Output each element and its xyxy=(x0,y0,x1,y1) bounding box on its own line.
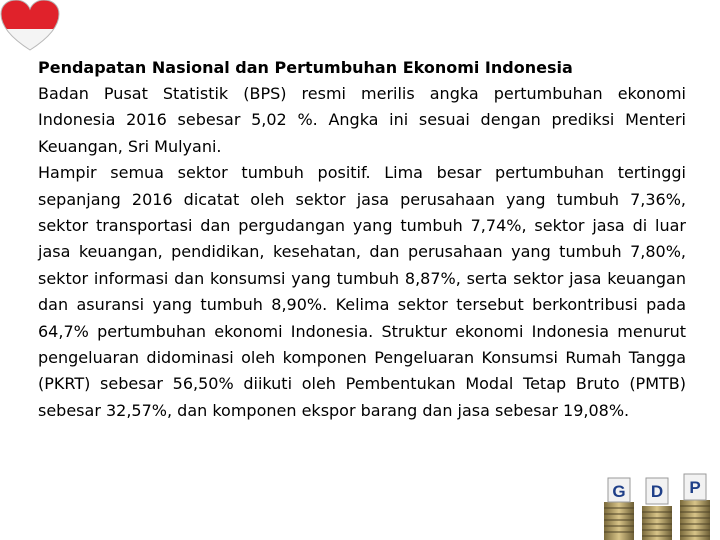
paragraph-bps-release: Badan Pusat Statistik (BPS) resmi merilis angka pertumbuhan ekonomi Indonesia 2016 sebesar 5,02 %. Angka ini sesuai dengan prediksi Menteri Keuangan, Sri Mulyani. xyxy=(38,84,686,156)
gdp-coins-icon xyxy=(598,470,718,540)
gdp-letter-d: D xyxy=(650,482,664,501)
gdp-letter-g: G xyxy=(612,482,626,501)
indonesia-heart-logo xyxy=(0,0,60,52)
article-body xyxy=(38,55,686,424)
article-title: Pendapatan Nasional dan Pertumbuhan Ekonomi Indonesia xyxy=(38,58,573,77)
gdp-letter-p: P xyxy=(689,478,701,497)
gdp-coin-illustration xyxy=(598,470,718,540)
heart-icon xyxy=(0,0,60,52)
paragraph-sector-growth: Hampir semua sektor tumbuh positif. Lima besar pertumbuhan tertinggi sepanjang 2016 dicatat oleh sektor jasa perusahaan yang tumbuh 7,36%, sektor transportasi dan pergudangan yang tumbuh 7,74%, sektor jasa di luar jasa keuangan, pendidikan, kesehatan, dan perusahaan yang tumbuh 7,80%, sektor informasi dan konsumsi yang tumbuh 8,87%, serta sektor jasa keuangan dan asuransi yang tumbuh 8,90%. Kelima sektor tersebut berkontribusi pada 64,7% pertumbuhan ekonomi Indonesia. Struktur ekonomi Indonesia menurut pengeluaran didominasi oleh komponen Pengeluaran Konsumsi Rumah Tangga (PKRT) sebesar 56,50% diikuti oleh Pembentukan Modal Tetap Bruto (PMTB) sebesar 32,57%, dan komponen ekspor barang dan jasa sebesar 19,08%. xyxy=(38,163,686,420)
